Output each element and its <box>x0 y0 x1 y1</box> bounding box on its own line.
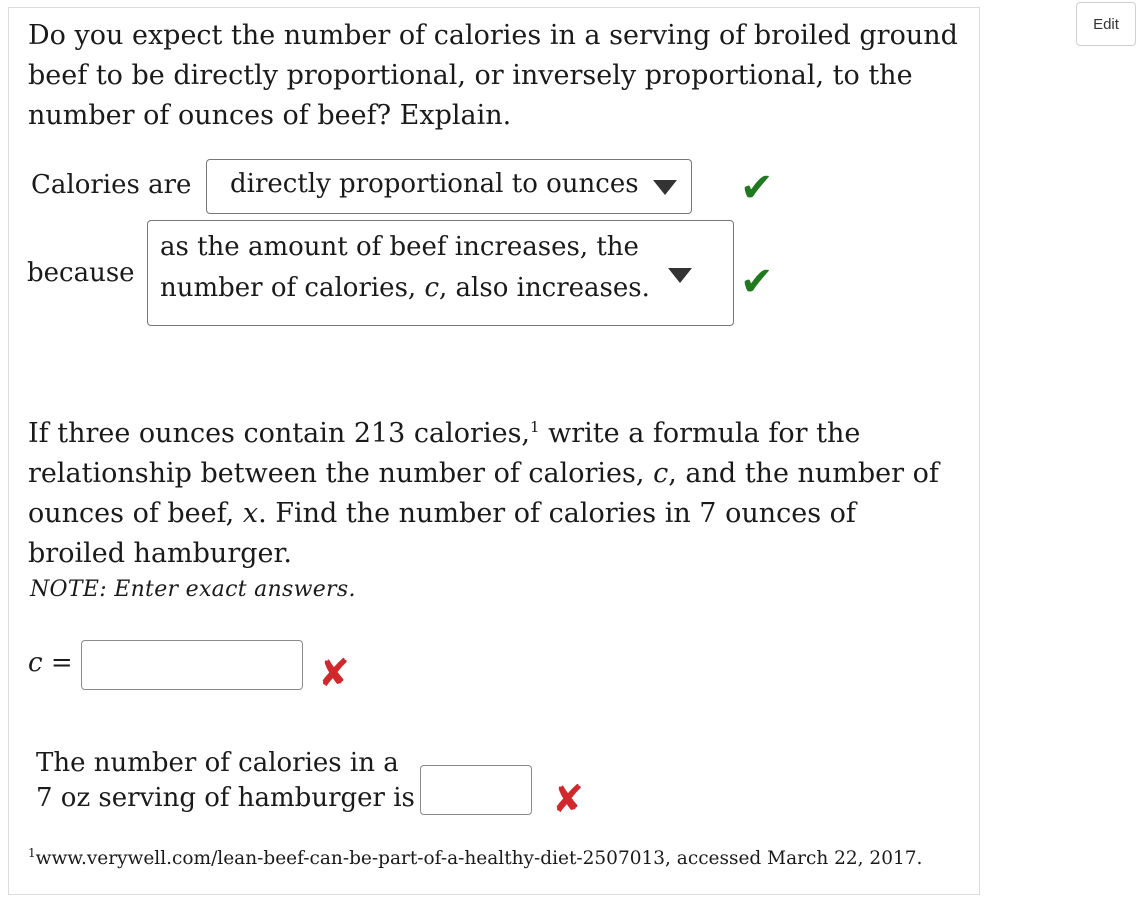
question2-prompt: If three ounces contain 213 calories,$^1$ write a formula for the relationship between the number of calories, c, and the number of ounces of beef, x. Find the number of calories in 7 ounces of broiled hamburger. <box>28 418 939 569</box>
formula-label: c = <box>28 648 73 678</box>
explanation-select[interactable] <box>147 220 734 326</box>
proportionality-select-value: directly proportional to ounces <box>230 169 639 199</box>
correct-check-icon: ✔ <box>740 165 774 211</box>
because-label: because <box>27 258 135 288</box>
question1-prompt: Do you expect the number of calories in a serving of broiled ground beef to be directly proportional, or inversely proportional, to the number of ounces of beef? Explain. <box>28 20 958 131</box>
incorrect-cross-icon: ✘ <box>552 777 584 821</box>
proportionality-select[interactable] <box>206 159 692 214</box>
note-text: NOTE: Enter exact answers. <box>30 577 356 602</box>
footnote: $^1$www.verywell.com/lean-beef-can-be-part-of-a-healthy-diet-2507013, accessed March 22, 2017. <box>28 846 923 870</box>
incorrect-cross-icon: ✘ <box>318 651 350 695</box>
edit-button[interactable]: Edit <box>1076 2 1136 46</box>
dropdown-caret-icon <box>653 180 677 195</box>
footnote-ref: 1 <box>530 418 540 436</box>
calories-7oz-label: The number of calories in a 7 oz serving of hamburger is <box>36 748 415 813</box>
dropdown-caret-icon <box>668 268 692 283</box>
calories-7oz-input[interactable] <box>420 765 532 815</box>
explanation-select-value: as the amount of beef increases, the number of calories, c, also increases. <box>160 232 650 303</box>
calories-are-label: Calories are <box>31 170 192 200</box>
correct-check-icon: ✔ <box>740 259 774 305</box>
formula-input[interactable] <box>81 640 303 690</box>
